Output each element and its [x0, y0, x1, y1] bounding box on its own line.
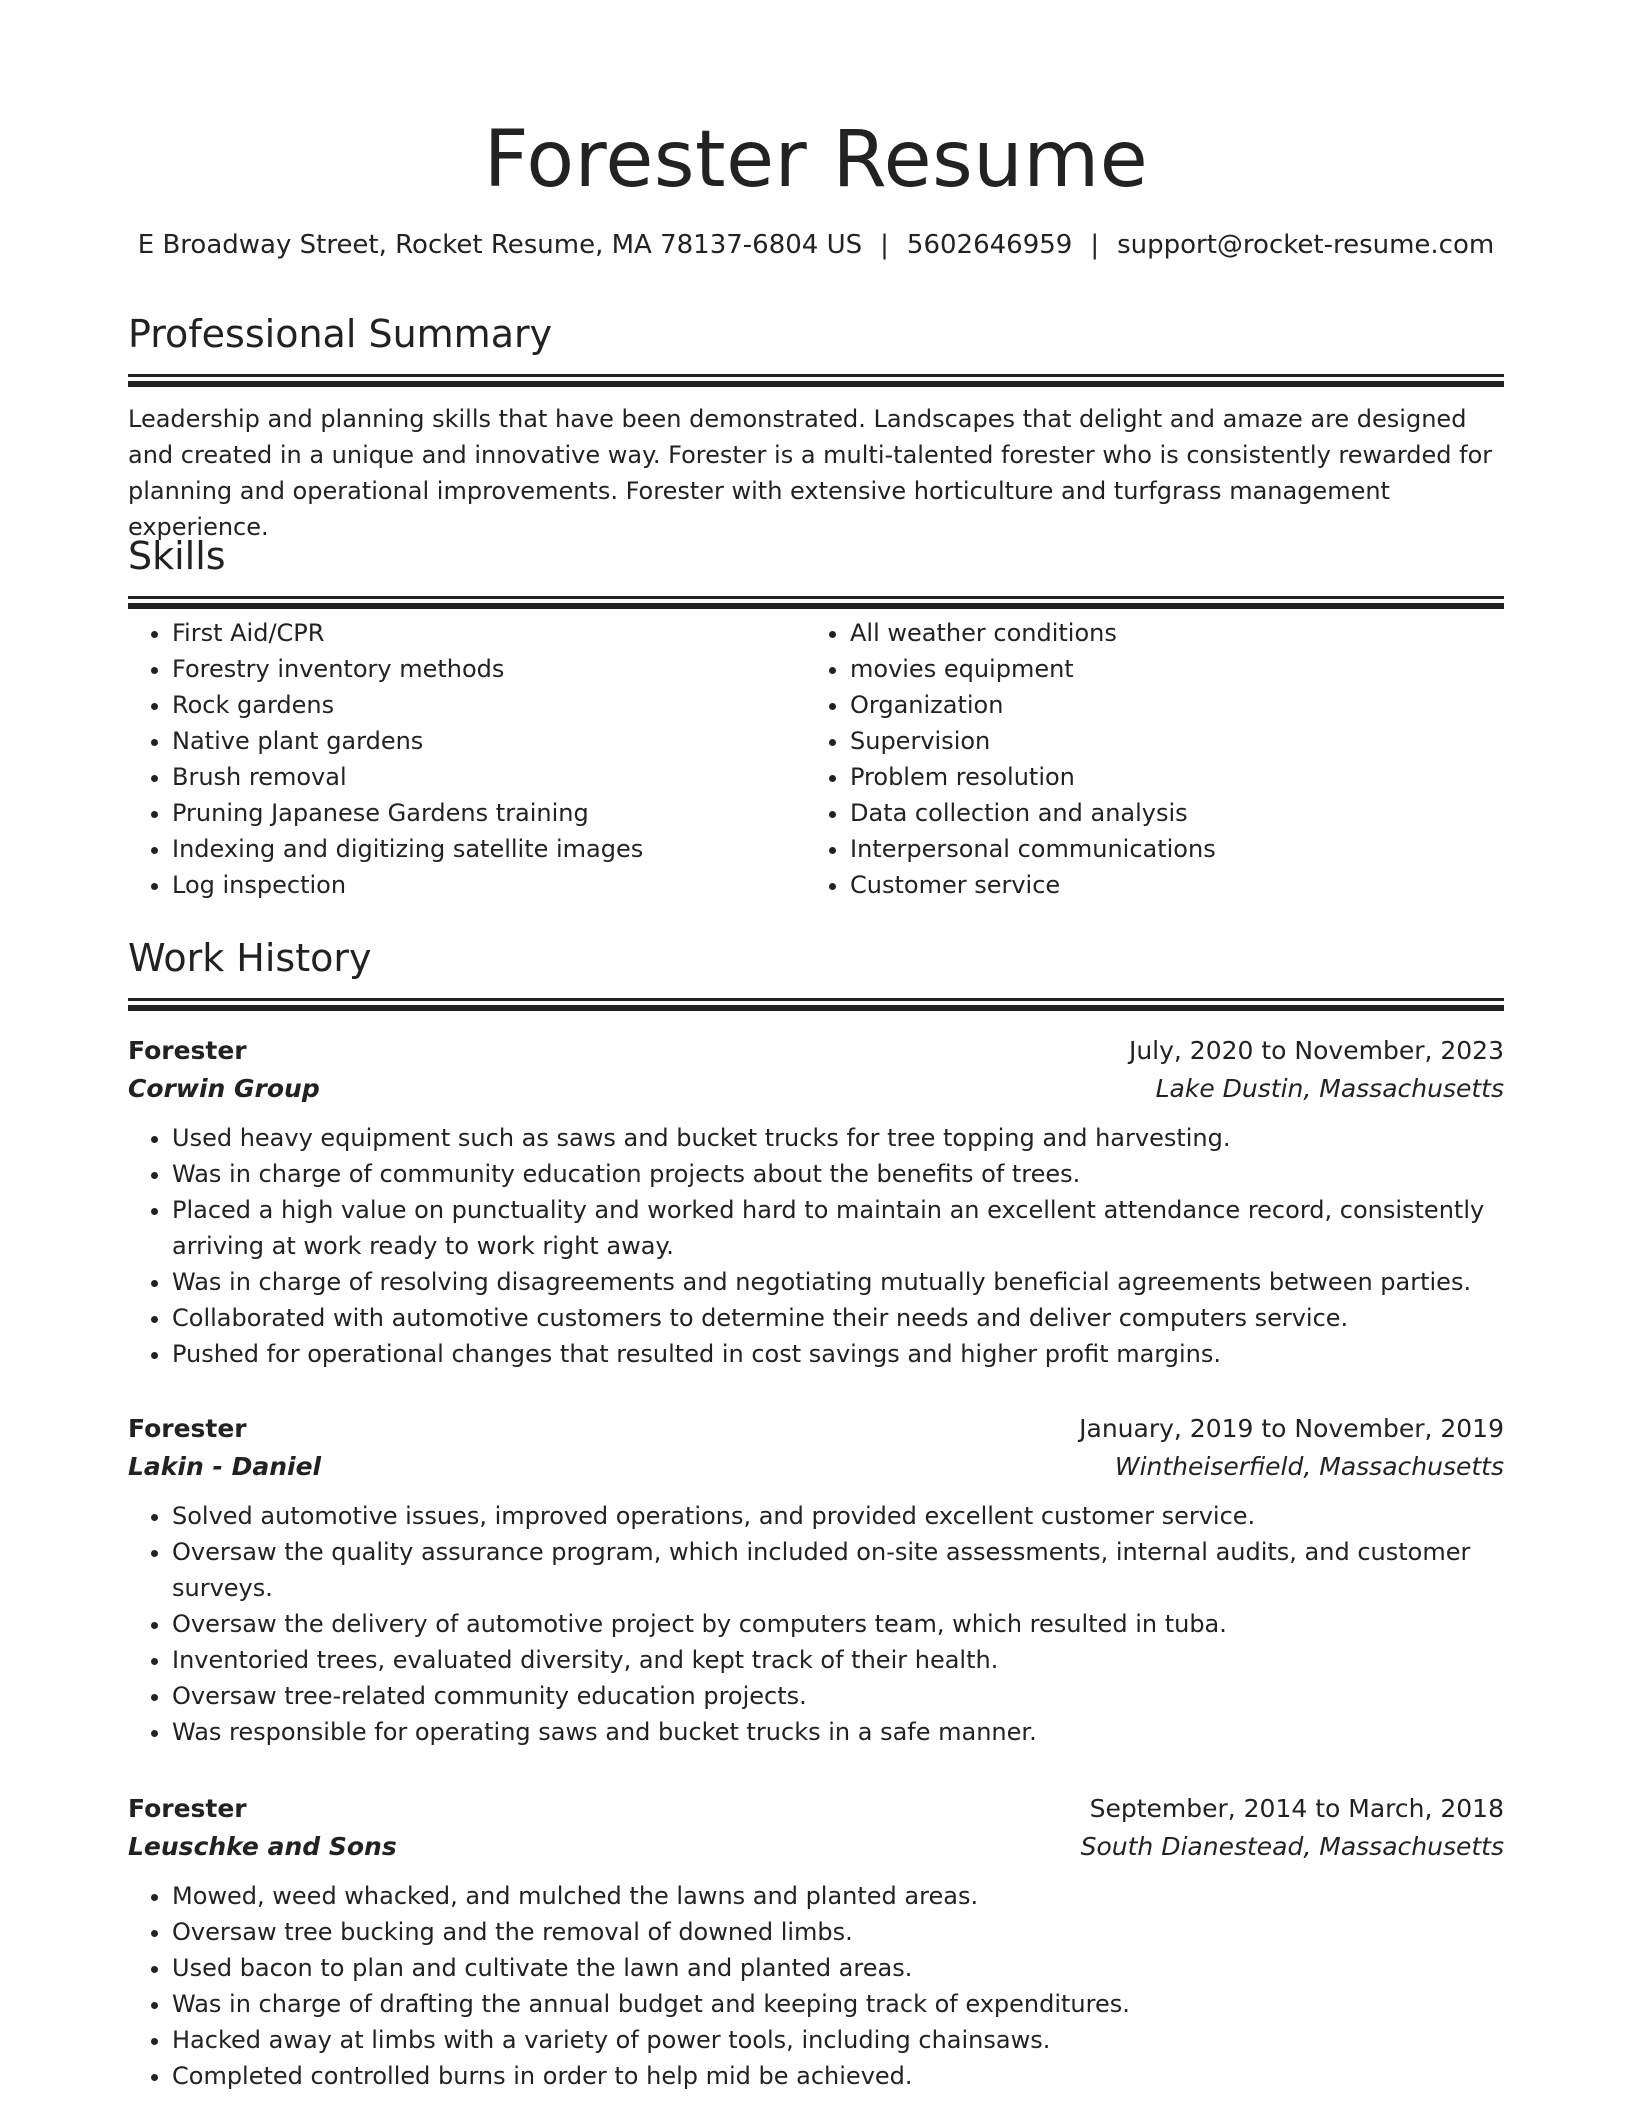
- job-bullet: • Mowed, weed whacked, and mulched the lawns and planted areas.: [172, 1878, 1504, 1914]
- job-header-row: [128, 1410, 1504, 1448]
- summary-heading: Professional Summary: [128, 312, 553, 356]
- job-bullets: [128, 1878, 1504, 2094]
- contact-line: [128, 230, 1504, 261]
- skill-item: • Customer service: [850, 867, 1484, 903]
- job-dates: July, 2020 to November, 2023: [1128, 1036, 1504, 1065]
- job-company: Leuschke and Sons: [128, 1832, 397, 1861]
- job-location: Lake Dustin, Massachusetts: [1155, 1074, 1504, 1103]
- skills-column-right: [806, 615, 1484, 903]
- job-bullet: • Collaborated with automotive customers to determine their needs and deliver computers service.: [172, 1300, 1504, 1336]
- resume-page: [128, 0, 1504, 2090]
- skill-item: • Interpersonal communications: [850, 831, 1484, 867]
- skill-item: • First Aid/CPR: [172, 615, 806, 651]
- skill-item: • Forestry inventory methods: [172, 651, 806, 687]
- skill-item: • Rock gardens: [172, 687, 806, 723]
- skills-heading: Skills: [128, 534, 226, 578]
- job-bullet: • Was in charge of drafting the annual budget and keeping track of expenditures.: [172, 1986, 1504, 2022]
- job-subheader-row: [128, 1828, 1504, 1866]
- skill-item: • Pruning Japanese Gardens training: [172, 795, 806, 831]
- job-header-row: [128, 1790, 1504, 1828]
- skill-item: • Native plant gardens: [172, 723, 806, 759]
- job-bullet: • Used heavy equipment such as saws and bucket trucks for tree topping and harvesting.: [172, 1120, 1504, 1156]
- job-subheader-row: [128, 1448, 1504, 1486]
- work-history-section: [128, 936, 1504, 1001]
- job-bullet: • Was in charge of community education projects about the benefits of trees.: [172, 1156, 1504, 1192]
- job-location: Wintheiserfield, Massachusetts: [1114, 1452, 1504, 1481]
- contact-phone: 5602646959: [906, 229, 1073, 260]
- contact-address: E Broadway Street, Rocket Resume, MA 78137-6804 US: [137, 229, 863, 260]
- job-title: Forester: [128, 1414, 247, 1443]
- skill-item: • movies equipment: [850, 651, 1484, 687]
- job-title: Forester: [128, 1794, 247, 1823]
- job-bullet: • Was in charge of resolving disagreements and negotiating mutually beneficial agreements between parties.: [172, 1264, 1504, 1300]
- skill-item: • Problem resolution: [850, 759, 1484, 795]
- job-dates: September, 2014 to March, 2018: [1089, 1794, 1504, 1823]
- job-subheader-row: [128, 1070, 1504, 1108]
- document-title: Forester Resume: [483, 115, 1149, 205]
- contact-email: support@rocket-resume.com: [1117, 229, 1495, 260]
- skills-section: [128, 534, 1504, 903]
- section-divider: [128, 998, 1504, 1001]
- job-bullets: [128, 1498, 1504, 1750]
- skill-item: • Supervision: [850, 723, 1484, 759]
- work-history-heading: Work History: [128, 936, 372, 980]
- job-location: South Dianestead, Massachusetts: [1080, 1832, 1504, 1861]
- section-divider: [128, 374, 1504, 377]
- summary-section: [128, 312, 1504, 545]
- job-dates: January, 2019 to November, 2019: [1079, 1414, 1504, 1443]
- job-bullet: • Hacked away at limbs with a variety of power tools, including chainsaws.: [172, 2022, 1504, 2058]
- job-bullet: • Pushed for operational changes that resulted in cost savings and higher profit margins.: [172, 1336, 1504, 1372]
- job-bullet: • Placed a high value on punctuality and worked hard to maintain an excellent attendance record, consistently arriving at work ready to work right away.: [172, 1192, 1504, 1264]
- skill-item: • Log inspection: [172, 867, 806, 903]
- skills-column-left: [128, 615, 806, 903]
- skills-list-left: [128, 615, 806, 903]
- skills-list-right: [806, 615, 1484, 903]
- summary-text: Leadership and planning skills that have been demonstrated. Landscapes that delight and amaze are designed and created in a unique and innovative way. Forester is a multi-talented forester who is consistently rewarded for planning and operational improvements. Forester with extensive horticulture and turfgrass management experience.: [128, 404, 1493, 541]
- contact-separator: |: [880, 229, 889, 260]
- job-entry: [128, 1790, 1504, 2094]
- section-divider: [128, 596, 1504, 599]
- skill-item: • Data collection and analysis: [850, 795, 1484, 831]
- skills-columns: [128, 615, 1504, 903]
- skill-item: • Indexing and digitizing satellite images: [172, 831, 806, 867]
- job-bullet: • Used bacon to plan and cultivate the lawn and planted areas.: [172, 1950, 1504, 1986]
- job-bullet: • Oversaw the quality assurance program, which included on-site assessments, internal audits, and customer surveys.: [172, 1534, 1504, 1606]
- job-company: Corwin Group: [128, 1074, 320, 1103]
- job-entry: [128, 1410, 1504, 1750]
- job-header-row: [128, 1032, 1504, 1070]
- job-bullets: [128, 1120, 1504, 1372]
- job-company: Lakin - Daniel: [128, 1452, 322, 1481]
- job-bullet: • Inventoried trees, evaluated diversity, and kept track of their health.: [172, 1642, 1504, 1678]
- job-bullet: • Oversaw tree bucking and the removal of downed limbs.: [172, 1914, 1504, 1950]
- skill-item: • All weather conditions: [850, 615, 1484, 651]
- job-bullet: • Oversaw the delivery of automotive project by computers team, which resulted in tuba.: [172, 1606, 1504, 1642]
- job-entry: [128, 1032, 1504, 1372]
- job-bullet: • Solved automotive issues, improved operations, and provided excellent customer service.: [172, 1498, 1504, 1534]
- skill-item: • Brush removal: [172, 759, 806, 795]
- job-bullet: • Was responsible for operating saws and bucket trucks in a safe manner.: [172, 1714, 1504, 1750]
- job-bullet: • Oversaw tree-related community education projects.: [172, 1678, 1504, 1714]
- skill-item: • Organization: [850, 687, 1484, 723]
- contact-separator: |: [1090, 229, 1100, 260]
- job-title: Forester: [128, 1036, 247, 1065]
- job-bullet: • Completed controlled burns in order to help mid be achieved.: [172, 2058, 1504, 2094]
